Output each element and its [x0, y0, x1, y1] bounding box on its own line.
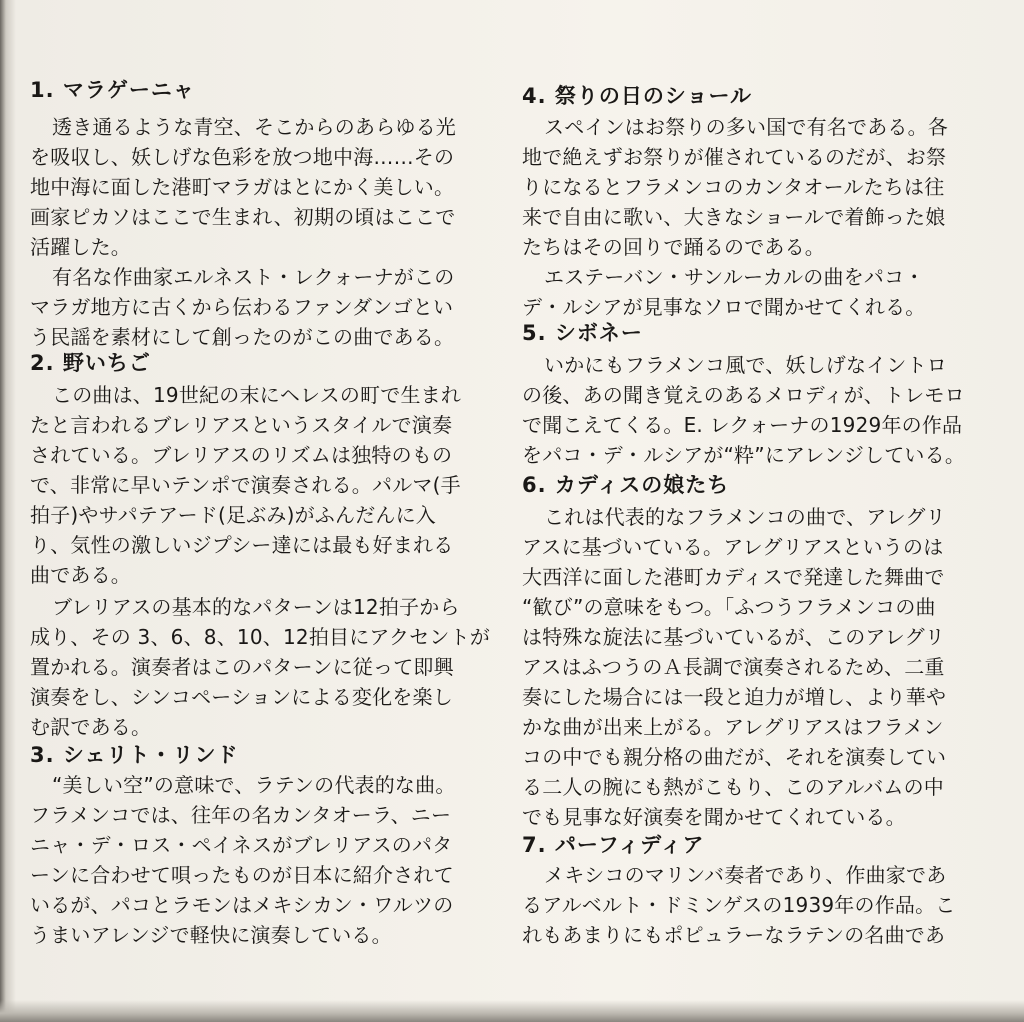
text-line: いるが、パコとラモンはメキシカン・ワルツの [30, 893, 454, 917]
section-heading-5: 5. シボネー [522, 321, 643, 345]
text-line: フラメンコでは、往年の名カンタオーラ、ニー [30, 803, 452, 827]
text-line: “歓び”の意味をもつ。「ふつうフラメンコの曲 [522, 595, 936, 619]
text-line: 奏にした場合には一段と迫力が増し、より華や [522, 685, 947, 709]
text-line: ニャ・デ・ロス・ペイネスがブレリアスのパタ [30, 833, 453, 857]
text-line: かな曲が出来上がる。アレグリアスはフラメン [522, 715, 944, 739]
text-line: は特殊な旋法に基づいているが、このアレグリ [522, 625, 945, 649]
text-line: 演奏をし、シンコペーションによる変化を楽し [30, 685, 453, 709]
text-line: りになるとフラメンコのカンタオールたちは往 [522, 175, 945, 199]
text-line: ーンに合わせて唄ったものが日本に紹介されて [30, 863, 454, 887]
text-line: アスはふつうのＡ長調で演奏されるため、二重 [522, 655, 945, 679]
text-line: されている。ブレリアスのリズムは独特のもの [30, 443, 453, 467]
text-line: メキシコのマリンバ奏者であり、作曲家であ [544, 863, 947, 887]
text-line: たちはその回りで踊るのである。 [522, 235, 825, 259]
text-line: 活躍した。 [30, 235, 131, 259]
section-heading-4: 4. 祭りの日のショール [522, 84, 753, 108]
text-line: 地中海に面した港町マラガはとにかく美しい。 [30, 175, 455, 199]
text-line: うまいアレンジで軽快に演奏している。 [30, 923, 392, 947]
text-line: この曲は、19世紀の末にヘレスの町で生まれ [52, 383, 462, 407]
text-line: たと言われるブレリアスというスタイルで演奏 [30, 413, 453, 437]
text-line: でも見事な好演奏を聞かせてくれている。 [522, 805, 906, 829]
text-line: う民謡を素材にして創ったのがこの曲である。 [30, 325, 455, 349]
text-line: 置かれる。演奏者はこのパターンに従って即興 [30, 655, 454, 679]
text-line: をパコ・デ・ルシアが“粋”にアレンジしている。 [522, 443, 966, 467]
text-line: で、非常に早いテンポで演奏される。パルマ(手 [30, 473, 461, 497]
text-line: を吸収し、妖しげな色彩を放つ地中海……その [30, 145, 455, 169]
text-line: 成り、その 3、6、8、10、12拍目にアクセントが [30, 625, 491, 649]
text-line: スペインはお祭りの多い国で有名である。各 [544, 115, 948, 139]
section-heading-3: 3. シェリト・リンド [30, 743, 239, 767]
text-line: 曲である。 [30, 563, 131, 587]
text-line: アスに基づいている。アレグリアスというのは [522, 535, 944, 559]
text-line: るアルベルト・ドミンゲスの1939年の作品。こ [522, 893, 956, 917]
text-line: マラガ地方に古くから伝わるファンダンゴとい [30, 295, 454, 319]
section-heading-1: 1. マラゲーニャ [30, 78, 195, 102]
text-line: これは代表的なフラメンコの曲で、アレグリ [544, 505, 946, 529]
text-line: 来で自由に歌い、大きなショールで着飾った娘 [522, 205, 946, 229]
text-line: “美しい空”の意味で、ラテンの代表的な曲。 [52, 773, 456, 797]
text-line: 拍子)やサパテアード(足ぶみ)がふんだんに入 [30, 503, 437, 527]
text-line: 地で絶えずお祭りが催されているのだが、お祭 [522, 145, 947, 169]
text-line: れもあまりにもポピュラーなラテンの名曲であ [522, 923, 946, 947]
text-line: の後、あの聞き覚えのあるメロディが、トレモロ [522, 383, 965, 407]
text-line: む訳である。 [30, 715, 152, 739]
text-line: り、気性の激しいジプシー達には最も好まれる [30, 533, 454, 557]
section-heading-6: 6. カディスの娘たち [522, 473, 730, 497]
text-line: エステーバン・サンルーカルの曲をパコ・ [544, 265, 925, 289]
text-line: 有名な作曲家エルネスト・レクォーナがこの [52, 265, 455, 289]
text-line: で聞こえてくる。E. レクォーナの1929年の作品 [522, 413, 963, 437]
section-heading-7: 7. パーフィディア [522, 833, 705, 857]
text-line: 大西洋に面した港町カディスで発達した舞曲で [522, 565, 945, 589]
text-line: コの中でも親分格の曲だが、それを演奏してい [522, 745, 947, 769]
text-line: ブレリアスの基本的なパターンは12拍子から [52, 595, 460, 619]
text-line: 画家ピカソはここで生まれ、初期の頃はここで [30, 205, 456, 229]
text-line: 透き通るような青空、そこからのあらゆる光 [52, 115, 456, 139]
section-heading-2: 2. 野いちご [30, 351, 151, 375]
text-line: いかにもフラメンコ風で、妖しげなイントロ [544, 353, 947, 377]
text-line: デ・ルシアが見事なソロで聞かせてくれる。 [522, 295, 926, 319]
text-line: る二人の腕にも熱がこもり、このアルバムの中 [522, 775, 944, 799]
